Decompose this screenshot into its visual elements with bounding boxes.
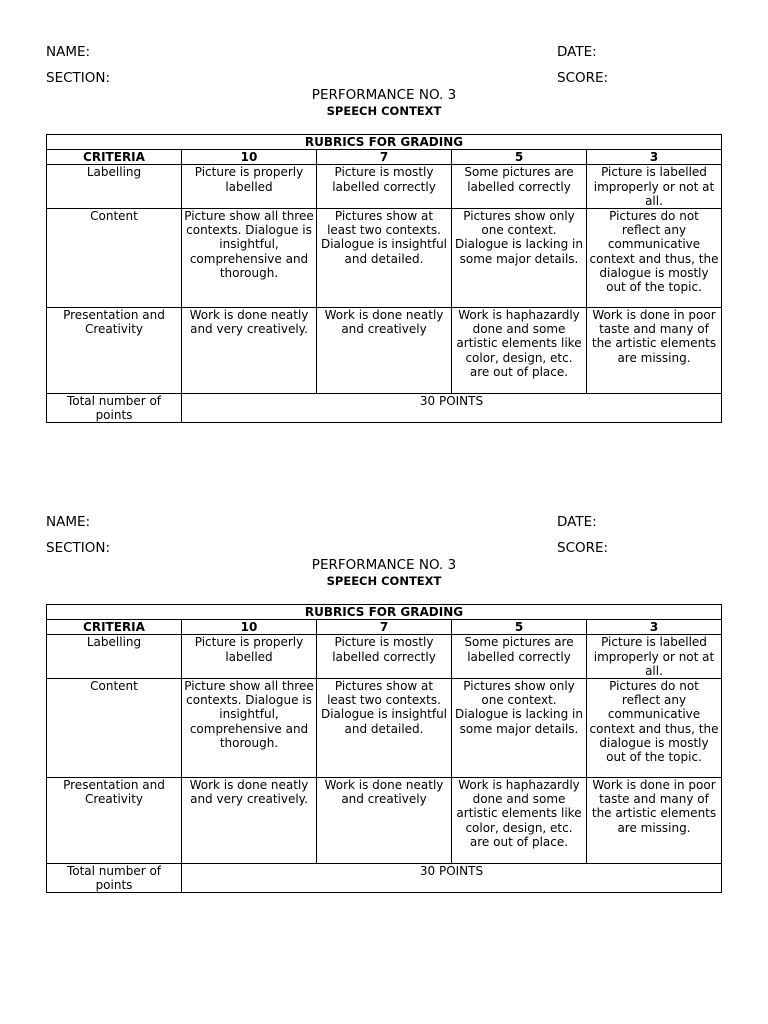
page-title: PERFORMANCE NO. 3	[311, 557, 457, 573]
page-subtitle: SPEECH CONTEXT	[326, 104, 442, 118]
table-row	[47, 679, 722, 778]
rubric-cell: Pictures do not reflect any communicative context and thus, the dialogue is mostly out of the topic.	[587, 679, 722, 778]
criteria-cell: Presentation and Creativity	[47, 778, 182, 864]
total-label: Total number of points	[47, 864, 182, 893]
rubric-cell: Pictures show only one context. Dialogue is lacking in some major details.	[452, 679, 587, 778]
header-score-5: 5	[452, 620, 587, 635]
rubric-sheet-1	[0, 0, 768, 470]
rubric-table	[46, 134, 722, 423]
rubric-cell: Work is haphazardly done and some artistic elements like color, design, etc. are out of place.	[452, 778, 587, 864]
header-score-7: 7	[317, 150, 452, 165]
score-label: SCORE:	[557, 70, 609, 86]
rubric-cell: Work is done neatly and very creatively.	[182, 778, 317, 864]
rubric-cell: Work is done neatly and creatively	[317, 308, 452, 394]
score-label: SCORE:	[557, 540, 609, 556]
name-label: NAME:	[46, 44, 91, 60]
total-value: 30 POINTS	[182, 864, 722, 893]
rubric-title: RUBRICS FOR GRADING	[47, 605, 722, 620]
rubric-cell: Picture is labelled improperly or not at all.	[587, 635, 722, 679]
header-score-10: 10	[182, 150, 317, 165]
total-label: Total number of points	[47, 394, 182, 423]
rubric-cell: Some pictures are labelled correctly	[452, 165, 587, 209]
criteria-cell: Labelling	[47, 165, 182, 209]
rubric-cell: Pictures show at least two contexts. Dialogue is insightful and detailed.	[317, 209, 452, 308]
criteria-cell: Content	[47, 679, 182, 778]
rubric-sheet-2	[0, 470, 768, 940]
rubric-cell: Pictures show at least two contexts. Dialogue is insightful and detailed.	[317, 679, 452, 778]
rubric-cell: Picture is mostly labelled correctly	[317, 165, 452, 209]
section-label: SECTION:	[46, 70, 111, 86]
table-row	[47, 209, 722, 308]
table-row	[47, 635, 722, 679]
rubric-title: RUBRICS FOR GRADING	[47, 135, 722, 150]
date-label: DATE:	[557, 44, 597, 60]
rubric-cell: Work is done in poor taste and many of the artistic elements are missing.	[587, 308, 722, 394]
rubric-cell: Work is done in poor taste and many of the artistic elements are missing.	[587, 778, 722, 864]
rubric-cell: Pictures show only one context. Dialogue is lacking in some major details.	[452, 209, 587, 308]
rubric-cell: Picture is mostly labelled correctly	[317, 635, 452, 679]
page-title: PERFORMANCE NO. 3	[311, 87, 457, 103]
rubric-cell: Work is haphazardly done and some artistic elements like color, design, etc. are out of place.	[452, 308, 587, 394]
header-score-5: 5	[452, 150, 587, 165]
rubric-cell: Picture is properly labelled	[182, 165, 317, 209]
section-label: SECTION:	[46, 540, 111, 556]
rubric-cell: Picture is labelled improperly or not at all.	[587, 165, 722, 209]
table-row	[47, 778, 722, 864]
header-criteria: CRITERIA	[47, 620, 182, 635]
page-subtitle: SPEECH CONTEXT	[326, 574, 442, 588]
rubric-cell: Work is done neatly and creatively	[317, 778, 452, 864]
rubric-cell: Work is done neatly and very creatively.	[182, 308, 317, 394]
criteria-cell: Presentation and Creativity	[47, 308, 182, 394]
table-row	[47, 165, 722, 209]
table-row	[47, 308, 722, 394]
rubric-table	[46, 604, 722, 893]
name-label: NAME:	[46, 514, 91, 530]
header-score-3: 3	[587, 150, 722, 165]
date-label: DATE:	[557, 514, 597, 530]
rubric-cell: Picture is properly labelled	[182, 635, 317, 679]
criteria-cell: Content	[47, 209, 182, 308]
total-value: 30 POINTS	[182, 394, 722, 423]
criteria-cell: Labelling	[47, 635, 182, 679]
rubric-cell: Pictures do not reflect any communicative context and thus, the dialogue is mostly out of the topic.	[587, 209, 722, 308]
table-row	[47, 864, 722, 893]
rubric-cell: Picture show all three contexts. Dialogue is insightful, comprehensive and thorough.	[182, 209, 317, 308]
rubric-cell: Picture show all three contexts. Dialogue is insightful, comprehensive and thorough.	[182, 679, 317, 778]
table-row	[47, 394, 722, 423]
header-criteria: CRITERIA	[47, 150, 182, 165]
header-score-3: 3	[587, 620, 722, 635]
header-score-10: 10	[182, 620, 317, 635]
rubric-cell: Some pictures are labelled correctly	[452, 635, 587, 679]
header-score-7: 7	[317, 620, 452, 635]
